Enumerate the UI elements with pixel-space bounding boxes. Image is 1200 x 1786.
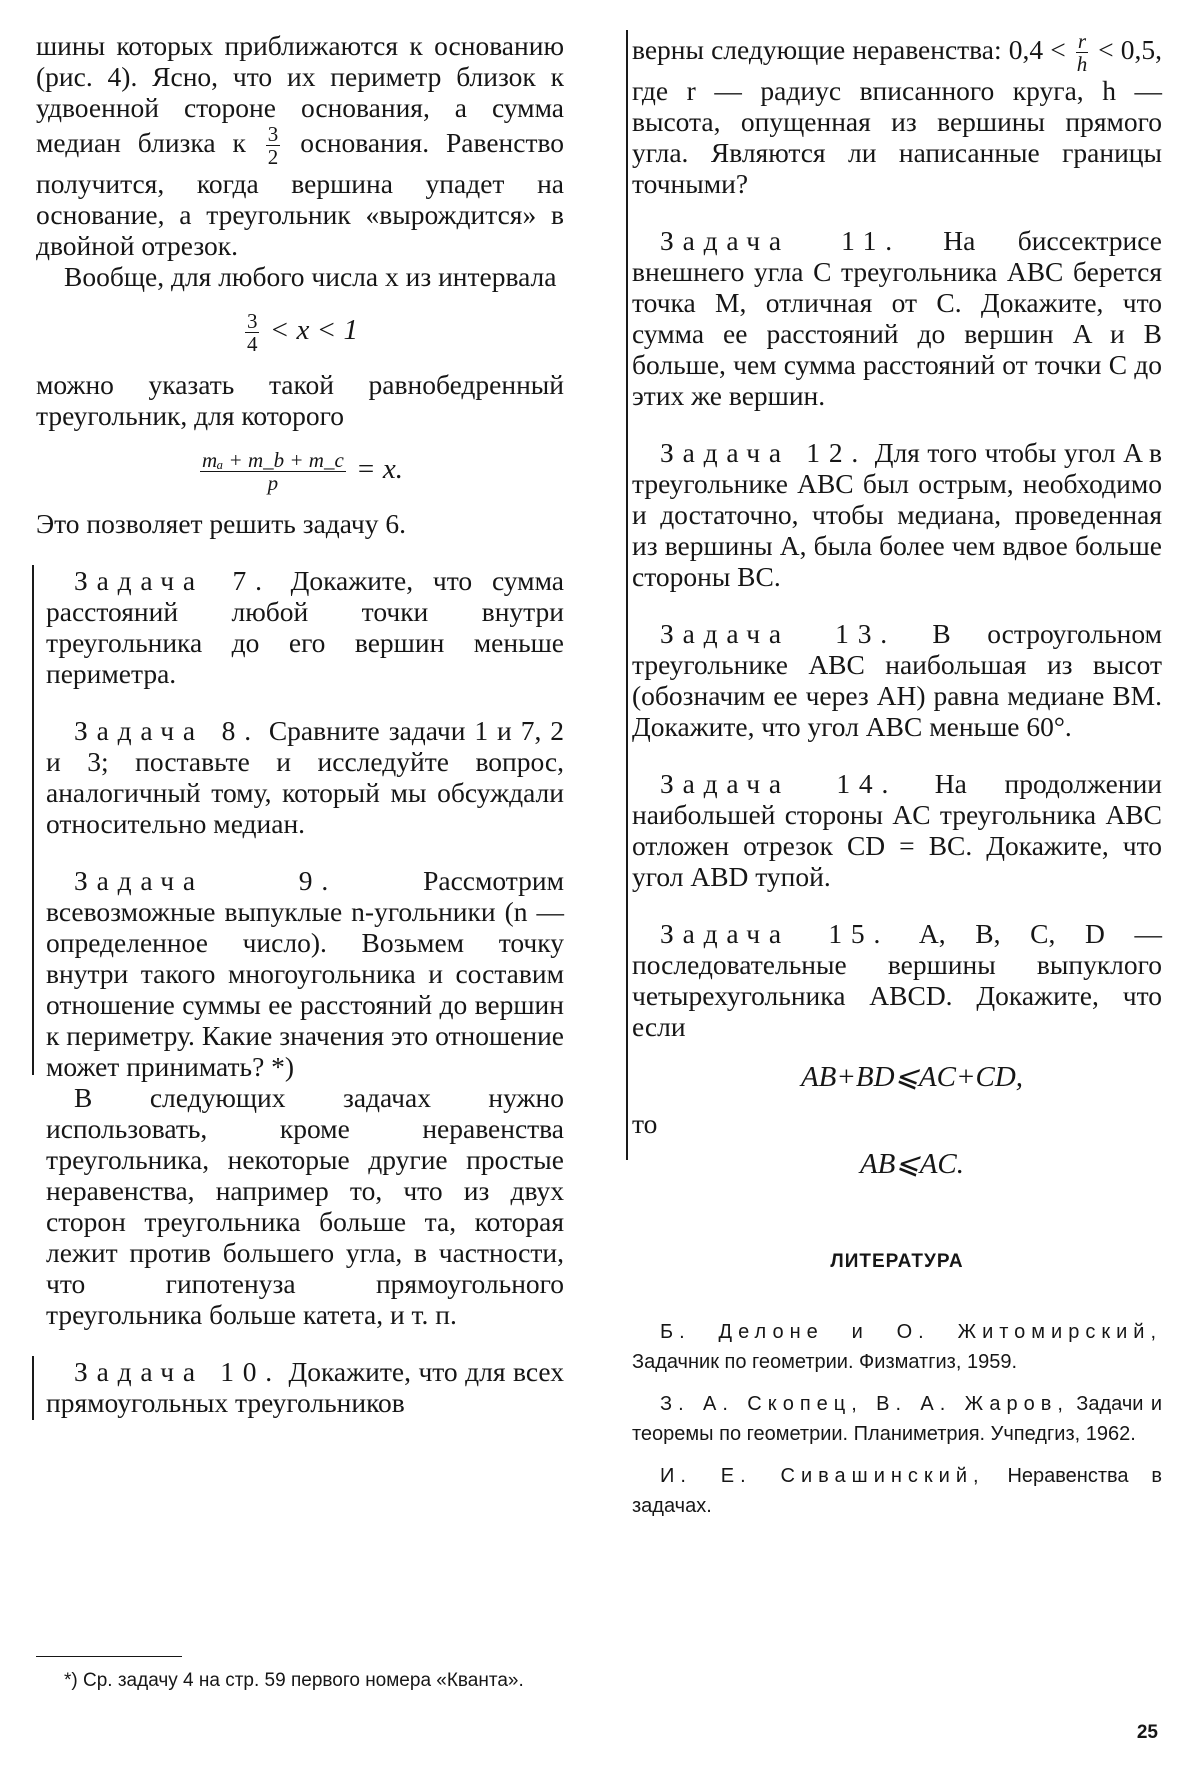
paragraph-isosceles: можно указать такой равнобедренный треугольник, для которого <box>36 369 564 431</box>
formula-medians-ratio: $\frac{\text{mₐ + m\_b + m\_c}}{p}$ = x. <box>201 448 403 495</box>
formula-interval: $\frac{3}{4}$ < x < 1 <box>246 309 358 356</box>
paragraph-interval: Вообще, для любого числа x из интервала <box>64 261 557 292</box>
task-15-then: то <box>632 1108 658 1139</box>
formula-conclusion: AB⩽AC. <box>859 1148 965 1180</box>
task-15: Задача 15. A, B, C, D — последовательные вершины выпуклого четырехугольника ABCD. Докажите, что если <box>632 918 1163 1042</box>
footnote: *) Ср. задачу 4 на стр. 59 первого номера «Кванта». <box>64 1670 524 1691</box>
reference-2: З. А. Скопец, В. А. Жаров, Задачи и теоремы по геометрии. Планиметрия. Учпедгиз, 1962. <box>632 1393 1162 1445</box>
task-11: Задача 11. На биссектрисе внешнего угла C треугольника ABC берется точка M, отличная от C. Докажите, что сумма ее расстояний до вершин A и B больше, чем сумма расстояний от точки C до этих же вершин. <box>632 225 1162 411</box>
tasks-7-9-block <box>36 565 564 1082</box>
page-number: 25 <box>1136 1722 1158 1743</box>
margin-rule <box>32 565 34 1075</box>
paragraph-task6: Это позволяет решить задачу 6. <box>36 508 406 539</box>
reference-1: Б. Делоне и О. Житомирский, Задачник по геометрии. Физматгиз, 1959. <box>632 1321 1162 1373</box>
paragraph-other-inequalities: В следующих задачах нужно использовать, кроме неравенства треугольника, некоторые другие простые неравенства, например то, что из двух сторон треугольника больше та, которая лежит против большего угла, в частности, что гипотенуза прямоугольного треугольника больше катета, и т. п. <box>46 1082 564 1330</box>
margin-rule-right <box>626 30 628 1160</box>
right-column <box>632 30 1162 1521</box>
footnote-rule <box>36 1656 182 1657</box>
paragraph-medians: шины которых приближаются к основанию (рис. 4). Ясно, что их периметр близок к удвоенной стороне основания, а сумма медиан близка к $\frac{3}{2}$ основания. Равенство получится, когда вершина упадет на основание, а треугольник «вырождится» в двойной отрезок. <box>36 30 565 261</box>
literature-heading: ЛИТЕРАТУРА <box>830 1251 964 1272</box>
task-12: Задача 12. Для того чтобы угол A в треугольнике ABC был острым, необходимо и достаточно, чтобы медиана, проведенная из вершины A, была более чем вдвое больше стороны BC. <box>632 437 1163 592</box>
task-13: Задача 13. В остроугольном треугольнике ABC наибольшая из высот (обозначим ее через AH) равна медиане BM. Докажите, что угол ABC меньше 60°. <box>632 618 1162 742</box>
margin-rule <box>32 1356 34 1420</box>
task-7: Задача 7. Докажите, что сумма расстояний любой точки внутри треугольника до его вершин меньше периметра. <box>46 565 564 689</box>
fraction-three-halves: $\frac{3}{2}$ <box>267 122 279 169</box>
task-14: Задача 14. На продолжении наибольшей стороны AC треугольника ABC отложен отрезок CD = BC. Докажите, что угол ABD тупой. <box>632 768 1163 892</box>
task-8: Задача 8. Сравните задачи 1 и 7, 2 и 3; поставьте и исследуйте вопрос, аналогичный тому, который мы обсуждали относительно медиан. <box>46 715 564 839</box>
task-9: Задача 9. Рассмотрим всевозможные выпуклые n-угольники (n — определенное число). Возьмем точку внутри такого многоугольника и составим отношение суммы ее расстояний до вершин к периметру. Какие значения это отношение может принимать? *) <box>46 865 564 1082</box>
task-10-block <box>36 1356 564 1418</box>
task-10: Задача 10. Докажите, что для всех прямоугольных треугольников <box>46 1356 564 1418</box>
left-column <box>36 30 564 1418</box>
formula-quadrilateral: AB+BD⩽AC+CD, <box>800 1061 1024 1093</box>
task-10-continued: верны следующие неравенства: 0,4 < $\frac{r}{h}$ < 0,5, где r — радиус вписанного круга, h — высота, опущенная из вершины прямого угла. Являются ли написанные границы точными? <box>632 29 1163 199</box>
reference-3: И. Е. Сивашинский, Неравенства в задачах. <box>632 1465 1162 1517</box>
